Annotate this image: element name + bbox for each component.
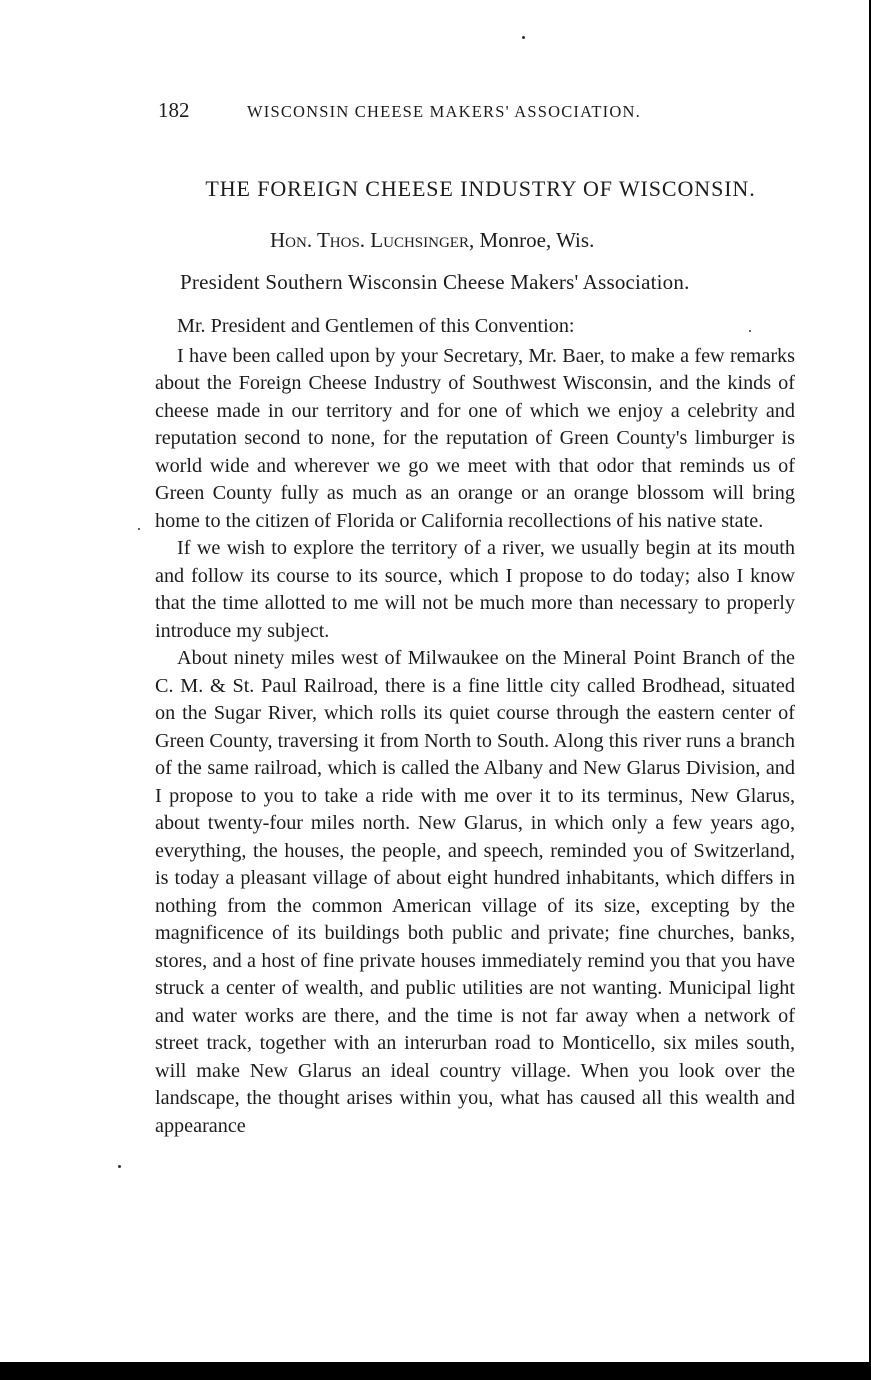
scan-speck <box>138 528 140 530</box>
paragraph: About ninety miles west of Milwaukee on the Mineral Point Branch of the C. M. & St. Paul Railroad, there is a fine little city called Brodhead, situated on the Sugar River, which rolls its quiet course through the eastern center of Green County, traversing it from North to South. Along this river runs a branch of the same railroad, which is called the Albany and New Glarus Division, and I propose to you to take a ride with me over it to its terminus, New Glarus, about twenty-four miles north. New Glarus, in which only a few years ago, everything, the houses, the people, and speech, reminded you of Switzerland, is today a pleasant village of about eight hundred inhabitants, which differs in nothing from the common American village of its size, excepting by the magnificence of its buildings both public and private; fine churches, banks, stores, and a host of fine private houses immediately remind you that you have struck a center of wealth, and public utilities are not wanting. Municipal light and water works are there, and the time is not far away when a network of street track, together with an interurban road to Monticello, six miles south, will make New Glarus an ideal country village. When you look over the landscape, the thought arises within you, what has caused all this wealth and appearance <box>155 647 795 1137</box>
paragraph: If we wish to explore the territory of a river, we usually begin at its mouth and follow its course to its source, which I propose to do today; also I know that the time allotted to me will not be much more than necessary to properly introduce my subject. <box>155 537 795 642</box>
author-name: Hon. Thos. Luchsinger, <box>270 228 475 252</box>
scan-speck <box>118 1165 121 1168</box>
author-location: Monroe, Wis. <box>479 228 595 252</box>
article-body <box>155 313 795 1140</box>
running-head: WISCONSIN CHEESE MAKERS' ASSOCIATION. <box>247 102 641 121</box>
scan-bottom-border <box>0 1362 871 1380</box>
article-title: THE FOREIGN CHEESE INDUSTRY OF WISCONSIN. <box>205 176 756 201</box>
salutation: Mr. President and Gentlemen of this Convention: <box>177 315 575 337</box>
scan-speck <box>749 330 751 332</box>
author-affiliation: President Southern Wisconsin Cheese Makers' Association. <box>180 270 690 294</box>
scan-speck <box>522 36 525 39</box>
page-header <box>158 98 718 128</box>
page-number: 182 <box>158 98 190 122</box>
paragraph: I have been called upon by your Secretary, Mr. Baer, to make a few remarks about the Foreign Cheese Industry of Southwest Wisconsin, and the kinds of cheese made in our territory and for one of which we enjoy a celebrity and reputation second to none, for the reputation of Green County's limburger is world wide and wherever we go we meet with that odor that reminds us of Green County fully as much as an orange or an orange blossom will bring home to the citizen of Florida or California recollections of his native state. <box>155 344 795 532</box>
author-line <box>270 228 594 253</box>
